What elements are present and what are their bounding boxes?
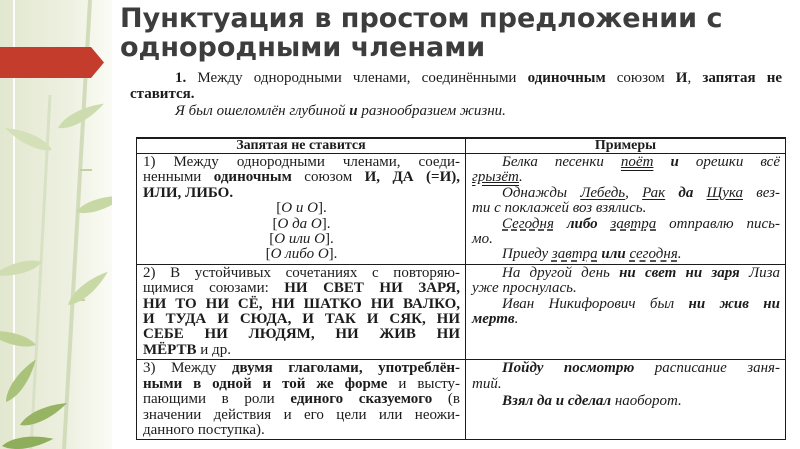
text-run: ].: [317, 200, 327, 217]
text-run: Пойду посмотрю: [502, 360, 635, 377]
text-run: ,: [625, 184, 643, 201]
text-line: [143, 392, 460, 407]
text-run: вез-: [743, 184, 781, 201]
text-run: мо.: [472, 231, 493, 248]
text-line: [143, 343, 460, 358]
text-line: [472, 155, 780, 170]
text-run: ставится.: [130, 86, 195, 102]
text-line: [175, 103, 506, 119]
scheme-list: [143, 201, 460, 263]
examples-cell: [465, 360, 785, 439]
text-line: [472, 232, 780, 247]
text-run: НИ СВЕТ НИ ЗАРЯ,: [284, 280, 460, 297]
text-run: Приеду: [502, 246, 552, 263]
text-run: .: [519, 169, 523, 186]
text-run: Лиза: [739, 264, 781, 281]
text-line: [143, 297, 460, 312]
example-text: [472, 217, 780, 248]
text-line: [472, 266, 780, 281]
rule-cell: [137, 154, 465, 264]
text-run: [: [272, 215, 278, 232]
text-run: О и О: [281, 200, 318, 217]
text-run: МЁРТВ: [143, 341, 197, 358]
text-run: И ТУДА И СЮДА, И ТАК И СЯК, НИ: [143, 311, 460, 328]
example-text: [472, 266, 780, 297]
text-run: ].: [324, 231, 334, 248]
red-arrow-marker: [0, 47, 104, 78]
text-run: ными в одной и той же форме: [143, 375, 388, 392]
text-run: грызёт: [472, 169, 520, 186]
text-line: [143, 232, 460, 247]
text-run: 3) Между: [143, 360, 232, 377]
text-run: пающими в роли: [143, 391, 291, 408]
rule-cell: [137, 265, 465, 359]
text-run: И: [675, 70, 688, 86]
text-run: союзом: [291, 169, 365, 186]
text-line: [472, 377, 780, 392]
rule-text: [143, 361, 460, 438]
text-line: [143, 423, 460, 438]
text-run: и: [349, 103, 358, 119]
text-run: наоборот.: [611, 393, 682, 410]
text-run: ни свет ни заря: [619, 264, 740, 281]
text-line: [143, 217, 460, 232]
text-run: (в: [432, 391, 460, 408]
text-run: 1.: [175, 70, 187, 86]
text-line: [143, 408, 460, 423]
example-text: [472, 297, 780, 328]
text-run: расписание заня-: [634, 360, 780, 377]
text-run: .: [677, 246, 682, 263]
text-run: ].: [328, 246, 338, 263]
text-line: [143, 247, 460, 262]
text-run: союзом: [605, 70, 676, 86]
text-line: [143, 170, 460, 185]
example-text: [472, 247, 780, 262]
example-text: [472, 186, 780, 217]
text-run: О либо О: [270, 246, 329, 263]
text-line: [143, 201, 460, 216]
text-run: ненными: [143, 169, 214, 186]
text-line: [130, 70, 782, 86]
text-run: Между однородными членами, соединёнными: [186, 70, 528, 86]
text-line: [143, 186, 460, 201]
text-run: СЕБЕ НИ ЛЮДЯМ, НИ ЖИВ НИ: [143, 326, 460, 343]
text-run: Белка песенки: [502, 154, 621, 170]
text-run: значении действия и его цели или неожи-: [143, 406, 460, 423]
text-run: завтра: [551, 246, 598, 263]
text-run: отправлю пись-: [656, 215, 780, 232]
rule-text: [143, 266, 460, 358]
text-line: [143, 327, 460, 342]
text-line: [143, 266, 460, 281]
text-line: [472, 170, 780, 185]
text-run: 2) В устойчивых сочетаниях с повторяю-: [143, 264, 460, 281]
slide-title-line: однородными членами: [120, 32, 486, 63]
example-text: [472, 361, 780, 392]
column-header-rule: Запятая не ставится: [236, 138, 366, 153]
text-run: поёт: [620, 154, 654, 170]
text-run: одиночным: [527, 70, 606, 86]
text-line: [472, 247, 780, 262]
text-run: запятая не: [702, 70, 782, 86]
text-line: [472, 361, 780, 376]
text-line: [472, 312, 780, 327]
text-run: ,: [687, 70, 703, 86]
text-run: двумя глаголами, употреблён-: [231, 360, 460, 377]
text-run: единого сказуемого: [290, 391, 433, 408]
textbook-scan: [118, 64, 795, 449]
slide-title-line: Пунктуация в простом предложении с: [120, 3, 723, 34]
text-run: О или О: [274, 231, 325, 248]
text-run: сегодня: [629, 246, 678, 263]
text-run: 1) Между однородными членами, соеди-: [143, 154, 460, 170]
text-line: [472, 297, 780, 312]
text-run: тий.: [472, 375, 502, 392]
example-text: [472, 155, 780, 186]
column-header-examples: Примеры: [465, 139, 785, 153]
text-run: ти с поклажей воз взялись.: [472, 200, 647, 217]
text-run: НИ ТО НИ СЁ, НИ ШАТКО НИ ВАЛКО,: [143, 295, 460, 312]
text-line: [143, 361, 460, 376]
text-run: Лебедь: [580, 184, 626, 201]
text-run: одиночным: [213, 169, 292, 186]
text-line: [472, 201, 780, 216]
text-line: [130, 86, 782, 102]
bamboo-decoration: [0, 0, 112, 449]
example-text: [472, 394, 780, 409]
text-run: ни жив ни: [688, 295, 780, 312]
text-run: завтра: [610, 215, 657, 232]
text-line: [472, 217, 780, 232]
text-run: и высту-: [387, 375, 460, 392]
examples-cell: [465, 154, 785, 264]
text-run: уже проснулась.: [472, 280, 577, 297]
text-run: разнообразием жизни.: [357, 103, 506, 119]
text-run: и др.: [196, 341, 231, 358]
text-run: либо: [553, 215, 611, 232]
text-line: [472, 186, 780, 201]
text-run: мертв: [472, 311, 515, 328]
text-run: .: [514, 311, 519, 328]
text-run: Рак: [642, 184, 666, 201]
text-run: да: [665, 184, 707, 201]
text-line: [472, 281, 780, 296]
text-run: И, ДА (=И),: [364, 169, 460, 186]
text-run: или: [597, 246, 630, 263]
rule-example-sentence: [175, 103, 506, 119]
text-run: ].: [321, 215, 331, 232]
text-run: На другой день: [502, 264, 620, 281]
rule-statement: [130, 70, 782, 102]
slide-title: [120, 4, 723, 62]
text-run: Иван Никифорович был: [502, 295, 689, 312]
text-run: данного поступка).: [143, 421, 265, 438]
text-line: [143, 377, 460, 392]
examples-cell: [465, 265, 785, 359]
table-row: [137, 359, 785, 439]
text-run: ИЛИ, ЛИБО.: [143, 184, 234, 201]
rule-cell: [137, 360, 465, 439]
text-run: Я был ошеломлён глубиной: [175, 103, 350, 119]
text-run: [: [265, 246, 271, 263]
table-row: [137, 264, 785, 359]
table-header-row: [137, 139, 785, 153]
text-run: щимися союзами:: [143, 280, 285, 297]
table-row: [137, 153, 785, 264]
punctuation-table: [136, 137, 786, 440]
text-run: и: [653, 154, 696, 170]
text-line: [472, 394, 780, 409]
text-run: [: [269, 231, 275, 248]
rule-text: [143, 155, 460, 201]
text-run: О да О: [277, 215, 322, 232]
text-run: орешки всё: [695, 154, 780, 170]
text-run: Взял да и сделал: [502, 393, 612, 410]
text-line: [143, 155, 460, 170]
text-run: Сегодня: [502, 215, 554, 232]
text-run: [: [276, 200, 282, 217]
text-line: [143, 312, 460, 327]
text-run: Однажды: [502, 184, 581, 201]
text-line: [143, 281, 460, 296]
text-run: Щука: [706, 184, 743, 201]
